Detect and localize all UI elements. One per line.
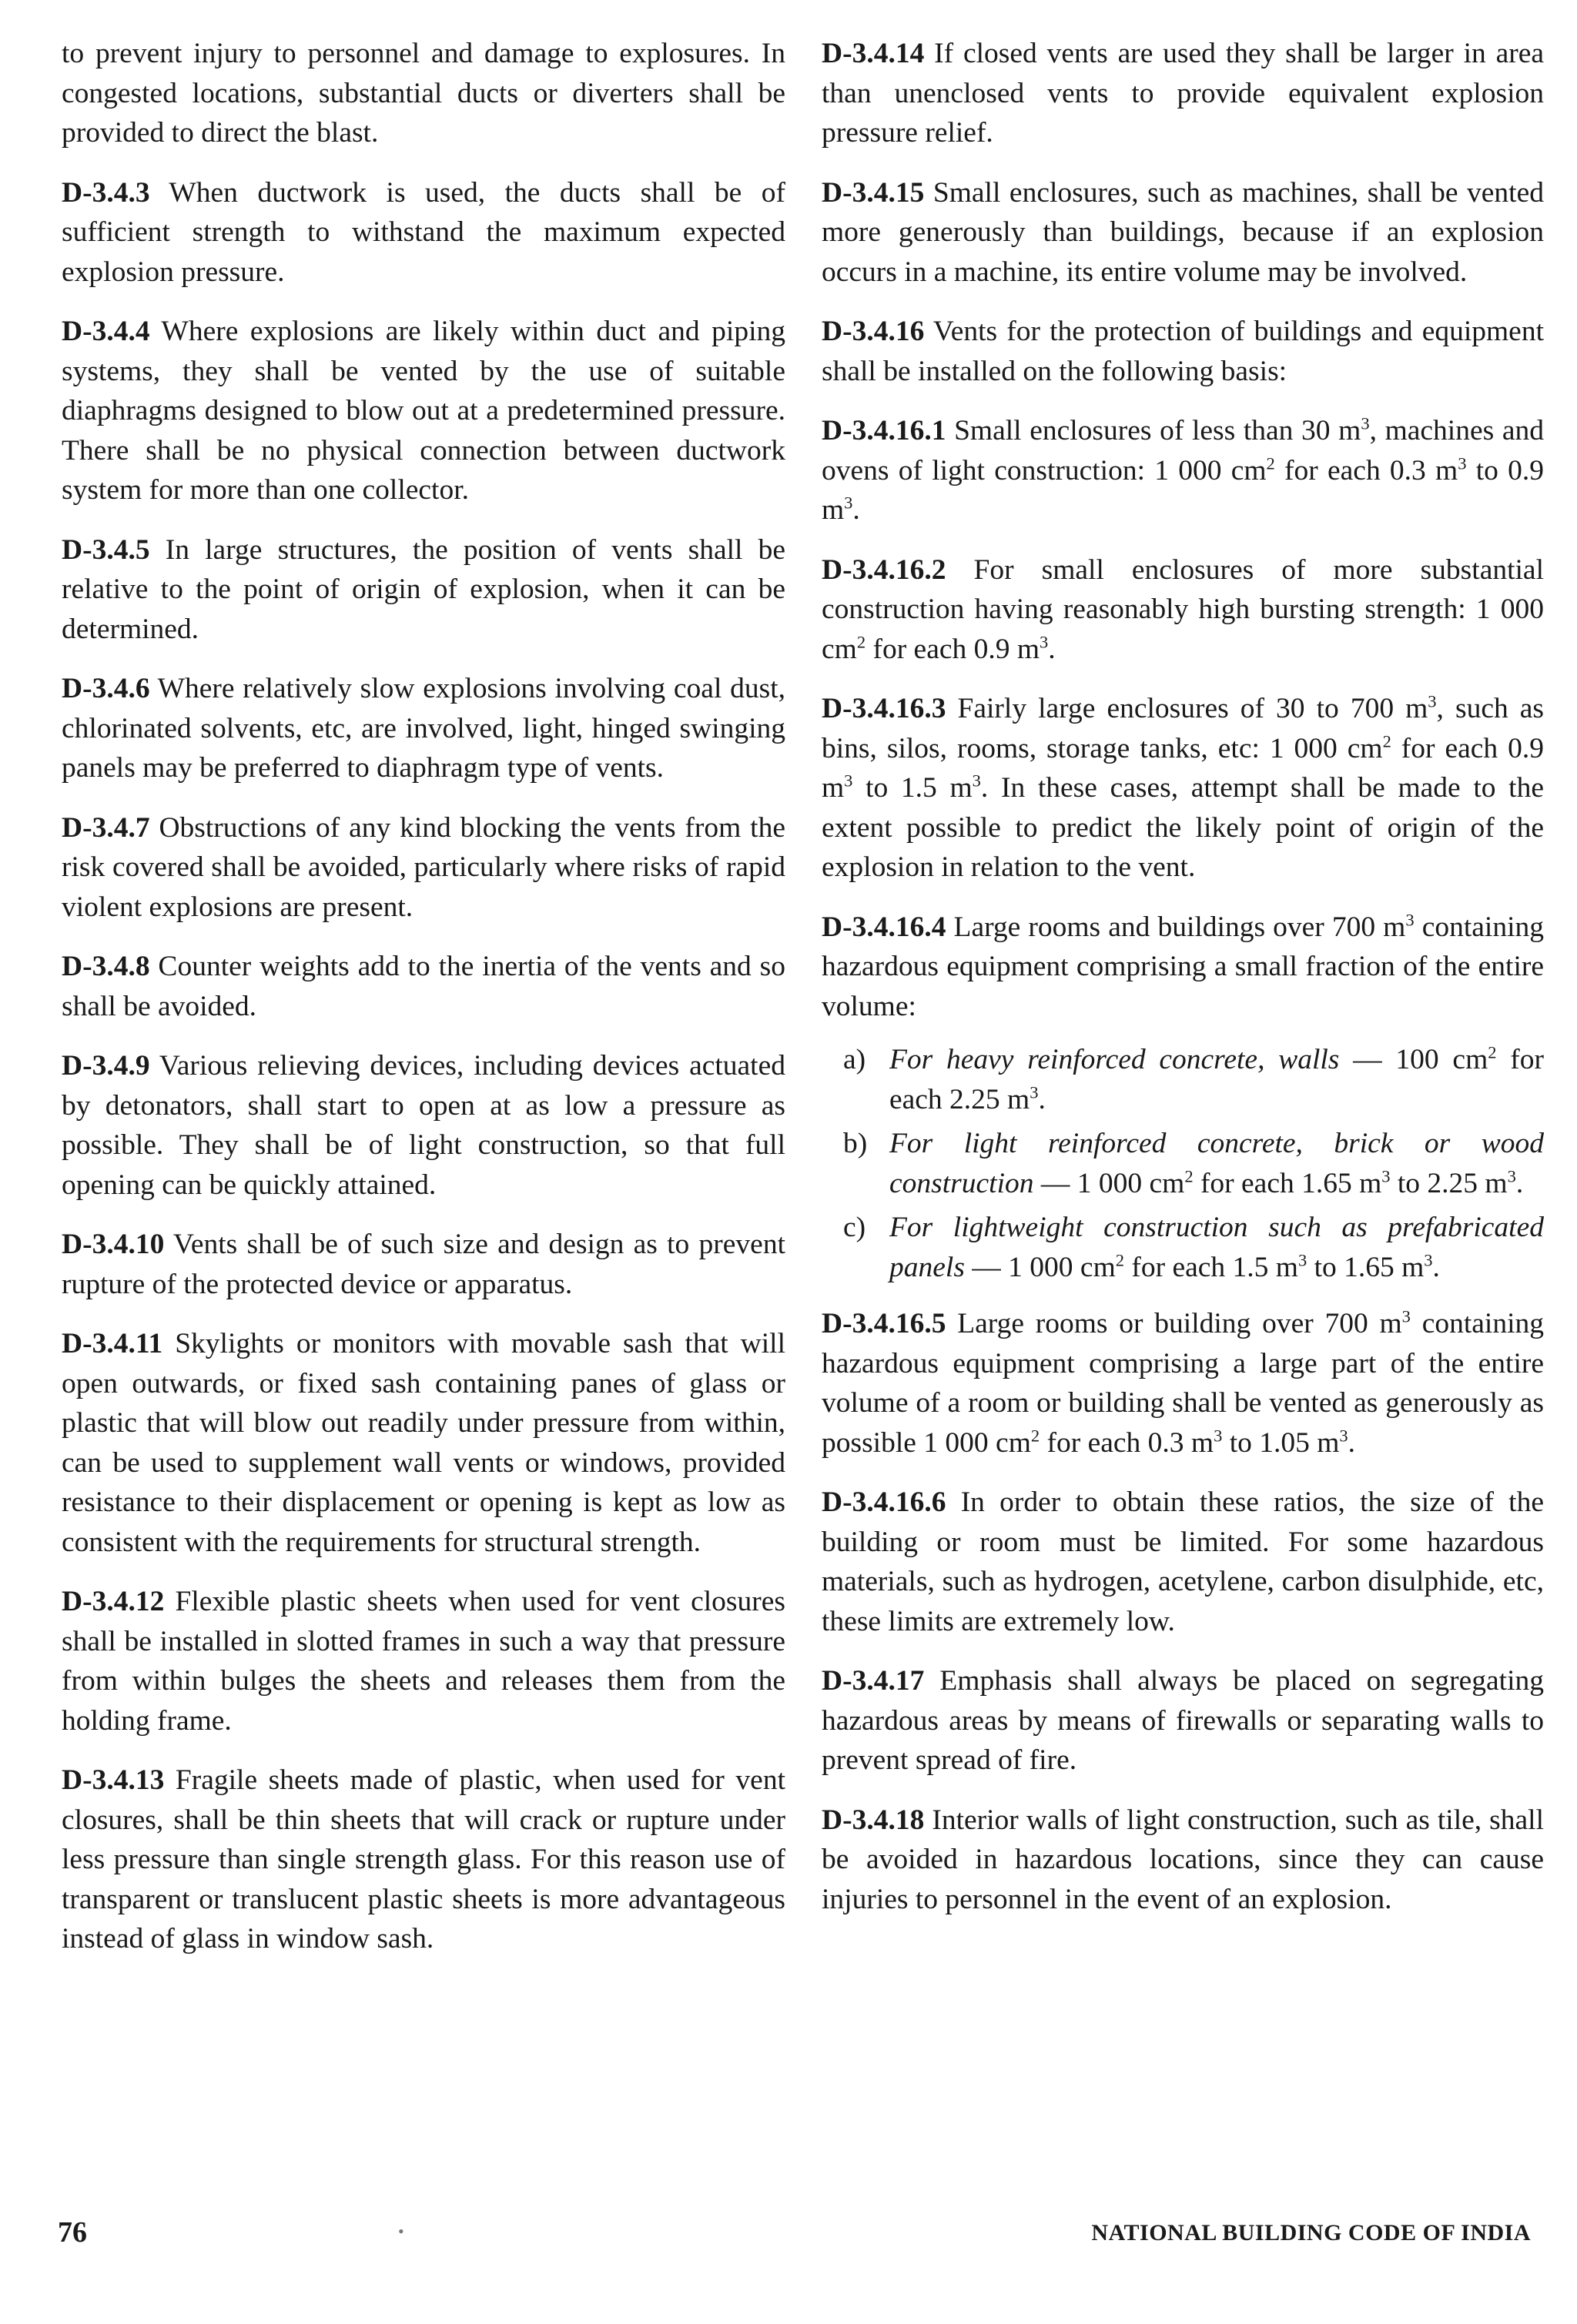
clause-label: D-3.4.13 (62, 1764, 165, 1796)
clause-d-3-4-11: D-3.4.11 Skylights or monitors with movable sash that will open outwards, or fixed sash containing panes of glass or plastic that will blow out readily under pressure from within, can be used to supplement wall vents or windows, provided resistance to their displacement or opening is kept as low as consistent with the requirements for structural strength. (62, 1328, 785, 1558)
list-marker: a) (843, 1044, 866, 1075)
clause-d-3-4-3: D-3.4.3 When ductwork is used, the ducts shall be of sufficient strength to withstand the maximum expected explosion pressure. (62, 176, 785, 288)
clause-d-3-4-13: D-3.4.13 Fragile sheets made of plastic, when used for vent closures, shall be thin sheets that will crack or rupture under less pressure than single strength glass. For this reason use of transparent or translucent plastic sheets is more advantageous instead of glass in window sash. (62, 1764, 785, 1955)
clause-label: D-3.4.8 (62, 951, 150, 982)
clause-d-3-4-18: D-3.4.18 Interior walls of light construction, such as tile, shall be avoided in hazardous locations, since they can cause injuries to personnel in the event of an explosion. (822, 1804, 1544, 1915)
clause-d-3-4-16-6: D-3.4.16.6 In order to obtain these ratios, the size of the building or room must be limited. For some hazardous materials, such as hydrogen, acetylene, carbon disulphide, etc, these limits are extremely low. (822, 1486, 1544, 1637)
clause-d-3-4-16: D-3.4.16 Vents for the protection of buildings and equipment shall be installed on the following basis: (822, 316, 1544, 387)
clause-d-3-4-16-2: D-3.4.16.2 For small enclosures of more substantial construction having reasonably high bursting strength: 1 000 $cm^2$ for each 0.9 $m^3$. (822, 553, 1544, 665)
right-column (822, 34, 1544, 1939)
clause-label: D-3.4.4 (62, 316, 150, 347)
clause-label: D-3.4.7 (62, 811, 150, 844)
list-marker: c) (843, 1212, 866, 1243)
clause-d-3-4-6: D-3.4.6 Where relatively slow explosions involving coal dust, chlorinated solvents, etc, are involved, light, hinged swinging panels may be preferred to diaphragm type of vents. (62, 673, 785, 784)
running-footer-title: NATIONAL BUILDING CODE OF INDIA (1091, 2220, 1531, 2245)
construction-type-list (822, 1040, 1544, 1287)
clause-label: D-3.4.10 (62, 1229, 165, 1260)
clause-d-3-4-16-1: D-3.4.16.1 Small enclosures of less than 30 $m^3$, machines and ovens of light construction: 1 000 $cm^2$ for each 0.3 $m^3$ to 0.9 $m^3$. (822, 413, 1544, 526)
clause-d-3-4-17: D-3.4.17 Emphasis shall always be placed on segregating hazardous areas by means of firewalls or separating walls to prevent spread of fire. (822, 1665, 1544, 1776)
paragraph-continued: to prevent injury to personnel and damage to explosures. In congested locations, substantial ducts or diverters shall be provided to direct the blast. (62, 38, 785, 149)
clause-d-3-4-16-3: D-3.4.16.3 Fairly large enclosures of 30 to 700 $m^3$, such as bins, silos, rooms, storage tanks, etc: 1 000 $cm^2$ for each 0.9 $m^3$ to 1.5 $m^3$. In these cases, attempt shall be made to the extent possible to predict the likely point of origin of the explosion in relation to the vent. (822, 691, 1544, 883)
clause-d-3-4-16-4: D-3.4.16.4 Large rooms and buildings over 700 $m^3$ containing hazardous equipment comprising a small fraction of the entire volume: (822, 910, 1544, 1022)
clause-label: D-3.4.17 (822, 1665, 925, 1697)
clause-d-3-4-12: D-3.4.12 Flexible plastic sheets when used for vent closures shall be installed in slotted frames in such a way that pressure from within bulges the sheets and releases them from the holding frame. (62, 1586, 785, 1737)
clause-label: D-3.4.12 (62, 1586, 165, 1617)
clause-label: D-3.4.14 (822, 38, 925, 69)
bullet-dot-icon: • (398, 2222, 404, 2241)
page-number: 76 (58, 2216, 87, 2249)
clause-label: D-3.4.9 (62, 1050, 150, 1082)
clause-label: D-3.4.16.4 (822, 911, 946, 943)
left-column (62, 34, 785, 1979)
clause-label: D-3.4.16 (822, 316, 925, 347)
clause-d-3-4-8: D-3.4.8 Counter weights add to the inertia of the vents and so shall be avoided. (62, 951, 785, 1022)
clause-d-3-4-5: D-3.4.5 In large structures, the position of vents shall be relative to the point of origin of explosion, when it can be determined. (62, 533, 785, 645)
clause-d-3-4-9: D-3.4.9 Various relieving devices, including devices actuated by detonators, shall start to open at as low a pressure as possible. They shall be of light construction, so that full opening can be quickly attained. (62, 1050, 785, 1201)
clause-d-3-4-14: D-3.4.14 If closed vents are used they shall be larger in area than unenclosed vents to provide equivalent explosion pressure relief. (822, 38, 1544, 149)
list-marker: b) (843, 1128, 868, 1159)
clause-label: D-3.4.16.2 (822, 553, 946, 586)
clause-label: D-3.4.5 (62, 533, 150, 566)
clause-d-3-4-7: D-3.4.7 Obstructions of any kind blocking the vents from the risk covered shall be avoided, particularly where risks of rapid violent explosions are present. (62, 811, 785, 923)
clause-d-3-4-10: D-3.4.10 Vents shall be of such size and design as to prevent rupture of the protected device or apparatus. (62, 1229, 785, 1300)
clause-label: D-3.4.16.6 (822, 1486, 946, 1518)
clause-d-3-4-16-5: D-3.4.16.5 Large rooms or building over 700 $m^3$ containing hazardous equipment comprising a large part of the entire volume of a room or building shall be vented as generously as possible 1 000 $cm^2$ for each 0.3 $m^3$ to 1.05 $m^3$. (822, 1306, 1544, 1459)
clause-label: D-3.4.3 (62, 176, 150, 209)
clause-label: D-3.4.16.1 (822, 415, 946, 446)
clause-label: D-3.4.16.5 (822, 1308, 946, 1339)
clause-label: D-3.4.18 (822, 1804, 925, 1836)
list-item: a) For heavy reinforced concrete, walls — 100 $cm^2$ for each 2.25 $m^3$. (822, 1040, 1544, 1119)
clause-label: D-3.4.11 (62, 1328, 163, 1359)
clause-label: D-3.4.15 (822, 176, 925, 209)
clause-d-3-4-4: D-3.4.4 Where explosions are likely within duct and piping systems, they shall be vented by the use of suitable diaphragms designed to blow out at a predetermined pressure. There shall be no physical connection between ductwork system for more than one collector. (62, 316, 785, 506)
clause-d-3-4-15: D-3.4.15 Small enclosures, such as machines, shall be vented more generously than buildings, because if an explosion occurs in a machine, its entire volume may be involved. (822, 176, 1544, 288)
clause-label: D-3.4.6 (62, 673, 150, 704)
list-item: b) For light reinforced concrete, brick or wood construction — 1 000 $cm^2$ for each 1.65 $m^3$ to 2.25 $m^3$. (822, 1124, 1544, 1203)
clause-label: D-3.4.16.3 (822, 693, 946, 724)
list-item: c) For lightweight construction such as prefabricated panels — 1 000 $cm^2$ for each 1.5 $m^3$ to 1.65 $m^3$. (822, 1208, 1544, 1287)
